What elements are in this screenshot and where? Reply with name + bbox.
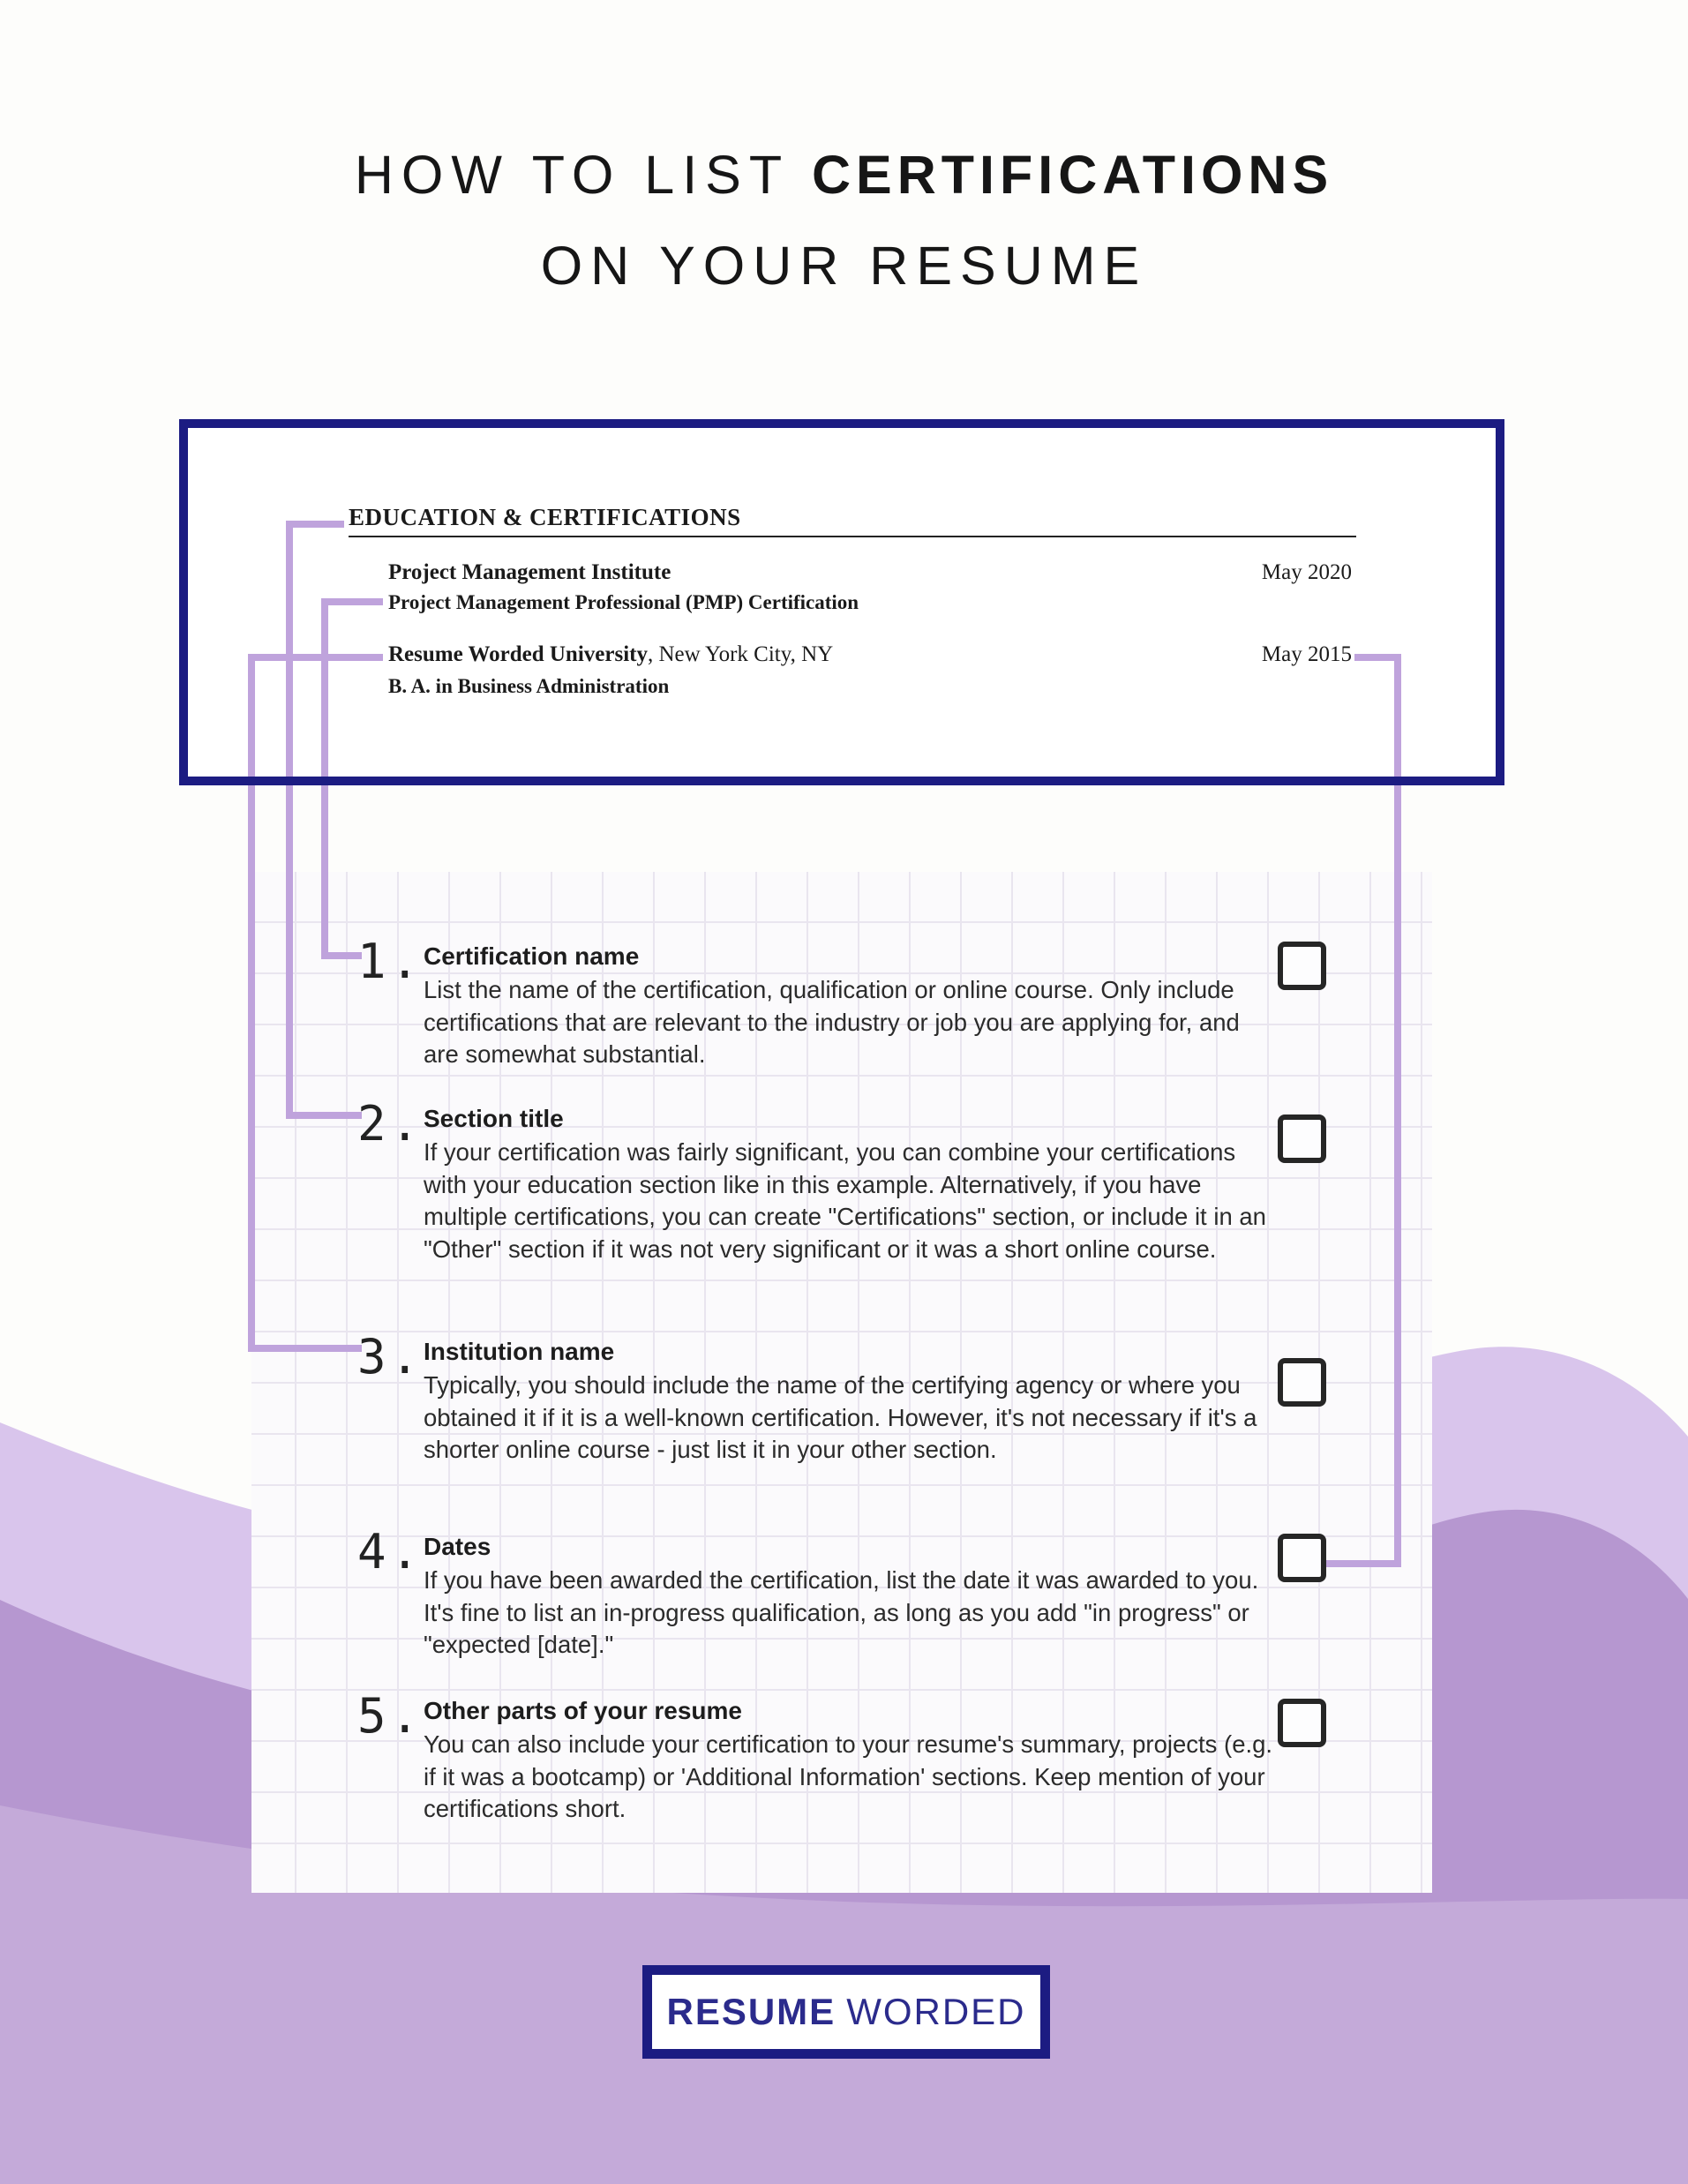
checkbox-icon[interactable] <box>1278 1358 1326 1407</box>
resume-org-name: Resume Worded University, New York City, NY <box>388 642 834 666</box>
title-line-1 <box>0 144 1688 206</box>
resume-entry-date: May 2020 <box>1261 560 1352 584</box>
resume-section-underline <box>349 536 1356 537</box>
resume-entry-row <box>388 642 1352 667</box>
title-bold-text: CERTIFICATIONS <box>811 145 1334 205</box>
resume-entry-detail: Project Management Professional (PMP) Certification <box>388 591 859 613</box>
step-title: Section title <box>424 1105 564 1132</box>
logo-text-light: WORDED <box>846 1991 1026 2032</box>
checkbox-icon[interactable] <box>1278 1699 1326 1747</box>
step-body: You can also include your certification to your resume's summary, projects (e.g. if it was a bootcamp) or 'Additional Information' sections. Keep mention of your certifications short. <box>424 1730 1273 1822</box>
step-title: Institution name <box>424 1338 615 1365</box>
step-number: 1. <box>357 934 424 989</box>
logo-text-bold: RESUME <box>666 1991 836 2032</box>
step-item-5 <box>357 1688 1275 1826</box>
resume-entry-row <box>388 560 1352 585</box>
step-item-2 <box>357 1096 1275 1265</box>
step-title: Certification name <box>424 942 640 970</box>
resume-org-name: Project Management Institute <box>388 560 671 584</box>
step-item-1 <box>357 934 1275 1071</box>
page-title <box>0 144 1688 296</box>
step-item-3 <box>357 1329 1275 1467</box>
step-number: 3. <box>357 1329 424 1385</box>
checkbox-icon[interactable] <box>1278 1115 1326 1163</box>
resume-example <box>188 428 1496 777</box>
title-light-text: HOW TO LIST <box>354 145 790 205</box>
checkbox-icon[interactable] <box>1278 1534 1326 1582</box>
resume-org-location: , New York City, NY <box>647 642 834 666</box>
resume-entry-date: May 2015 <box>1261 642 1352 666</box>
step-body: If your certification was fairly significant, you can combine your certifications with your education section like in this example. Alternatively, if you have multiple certifications, you can create "Certifications" section, or include it in an "Other" section if it was not very significant or it was a short online course. <box>424 1138 1266 1263</box>
step-number: 4. <box>357 1524 424 1580</box>
resume-entry-detail: B. A. in Business Administration <box>388 675 670 697</box>
step-body: List the name of the certification, qualification or online course. Only include certifications that are relevant to the industry or job you are applying for, and are somewhat substantial. <box>424 976 1240 1068</box>
step-body: Typically, you should include the name of the certifying agency or where you obtained it if it is a well-known certification. However, it's not necessary if it's a shorter online course - just list it in your other section. <box>424 1371 1257 1463</box>
title-line-2: ON YOUR RESUME <box>540 236 1148 296</box>
resume-worded-logo <box>642 1965 1050 2059</box>
step-title: Other parts of your resume <box>424 1697 742 1724</box>
step-number: 2. <box>357 1096 424 1152</box>
step-body: If you have been awarded the certification, list the date it was awarded to you. It's fine to list an in-progress qualification, as long as you add "in progress" or "expected [date]." <box>424 1566 1259 1658</box>
step-number: 5. <box>357 1688 424 1744</box>
resume-section-heading: EDUCATION & CERTIFICATIONS <box>349 504 741 530</box>
step-title: Dates <box>424 1533 491 1560</box>
checkbox-icon[interactable] <box>1278 942 1326 990</box>
step-item-4 <box>357 1524 1275 1662</box>
